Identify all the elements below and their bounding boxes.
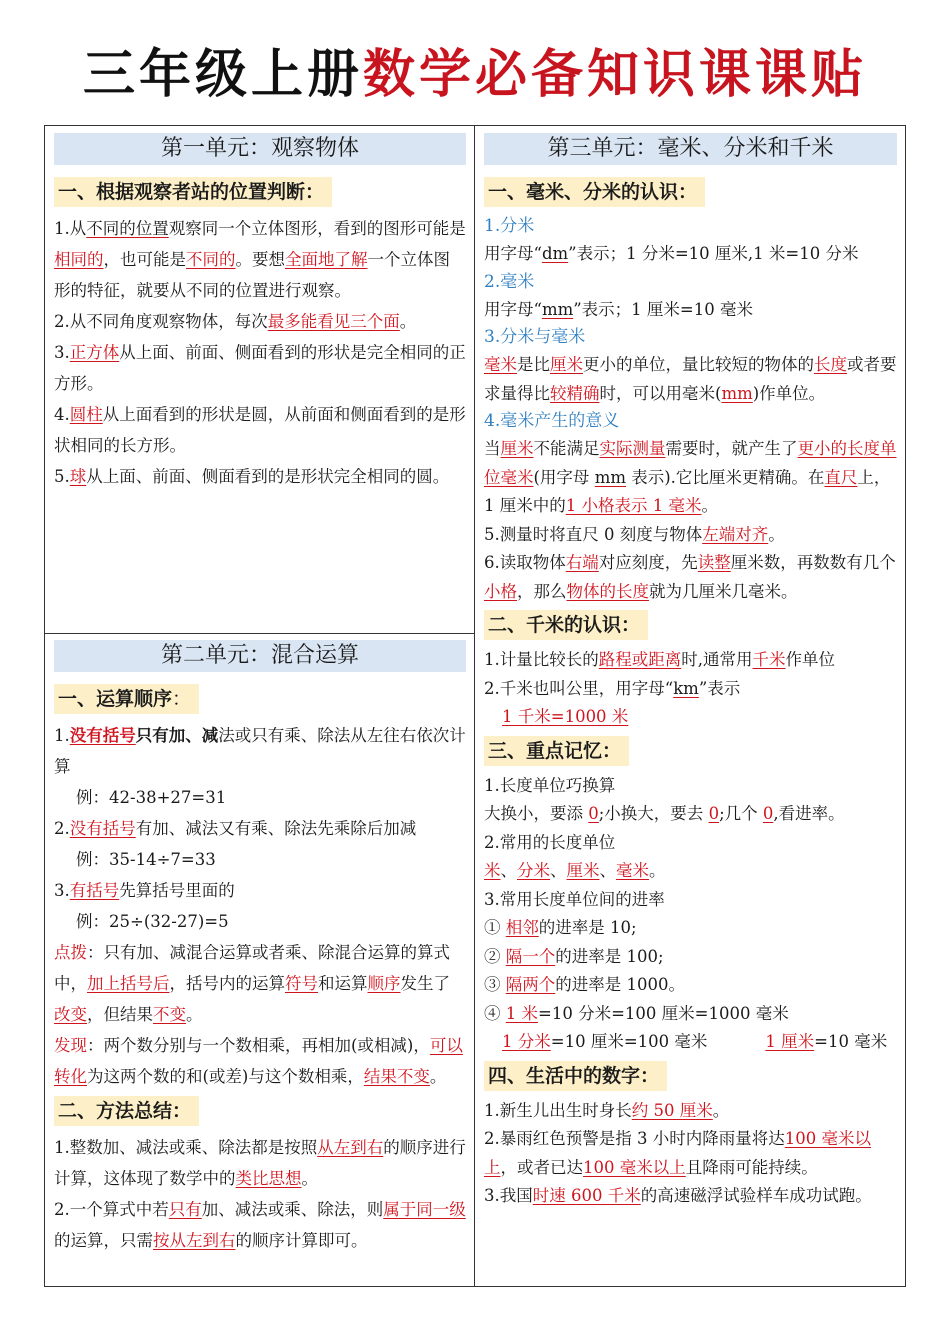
unit3-point-5: 5.测量时将直尺 0 刻度与物体左端对齐。: [484, 524, 785, 544]
unit2-heading: 第二单元：混合运算: [54, 640, 466, 672]
unit3-rate-4: ④ 1 米=10 分米=100 厘米=1000 毫米: [484, 1003, 789, 1023]
unit3-rate-2: ② 隔一个的进率是 100;: [484, 946, 664, 966]
unit3-memo-3: 3.常用长度单位间的进率: [484, 889, 665, 909]
unit3-heading: 第三单元：毫米、分米和千米: [484, 133, 897, 165]
unit3-km-3: 1 千米=1000 米: [502, 707, 629, 726]
unit1-point-2: 2.从不同角度观察物体，每次最多能看见三个面。: [54, 312, 417, 331]
title-red: 数学必备知识课课贴: [363, 45, 868, 105]
unit1-point-1: 1.从不同的位置观察同一个立体图形，看到的图形可能是相同的，也可能是不同的。要想全面地了解一个立体图形的特征，就要从不同的位置进行观察。: [54, 219, 466, 300]
unit2-method-2: 2.一个算式中若只有加、减法或乘、除法，则属于同一级的运算，只需按从左到右的顺序计算即可。: [54, 1200, 466, 1250]
row-divider: [44, 633, 475, 634]
unit3-section-3: 三、重点记忆：: [484, 736, 629, 766]
title-black: 三年级上册: [82, 45, 363, 105]
unit3-life-1: 1.新生儿出生时身长约 50 厘米。: [484, 1100, 730, 1120]
unit1-section: 一、根据观察者站的位置判断：: [54, 177, 332, 207]
unit2-example-1: 例：42-38+27=31: [76, 788, 227, 807]
unit3-mm-text: 用字母“mm”表示；1 厘米=10 毫米: [484, 299, 753, 319]
unit2-example-3: 例：25÷(32-27)=5: [76, 912, 229, 931]
unit3-km-2: 2.千米也叫公里，用字母“km”表示: [484, 678, 741, 698]
unit2-rule-3: 3.有括号先算括号里面的: [54, 881, 235, 900]
unit1-point-4: 4.圆柱从上面看到的形状是圆，从前面和侧面看到的是形状相同的长方形。: [54, 405, 466, 455]
unit3-section-1: 一、毫米、分米的认识：: [484, 177, 705, 207]
unit3-sub-dm: 1.分米: [484, 216, 535, 236]
unit3-life-3: 3.我国时速 600 千米的高速磁浮试验样车成功试跑。: [484, 1186, 872, 1205]
unit2-section-1: 一、运算顺序：: [54, 684, 199, 714]
unit3-panel: [484, 133, 897, 1211]
unit3-sub-mm: 2.毫米: [484, 271, 535, 292]
unit2-panel: [54, 640, 466, 1256]
unit3-section-4: 四、生活中的数字：: [484, 1061, 667, 1091]
column-divider: [474, 125, 475, 1287]
unit2-method-1: 1.整数加、减法或乘、除法都是按照从左到右的顺序进行计算，这体现了数学中的类比思想。: [54, 1138, 466, 1188]
unit3-dm-mm-text: 毫米是比厘米更小的单位，量比较短的物体的长度或者要求量得比较精确时，可以用毫米(mm)作单位。: [484, 355, 897, 403]
unit1-heading: 第一单元：观察物体: [54, 133, 466, 165]
unit3-rate-1: ① 相邻的进率是 10;: [484, 918, 637, 937]
unit3-memo-1: 1.长度单位巧换算: [484, 775, 616, 795]
unit3-sub-dm-mm: 3.分米与毫米: [484, 327, 586, 347]
unit1-point-3: 3.正方体从上面、前面、侧面看到的形状是完全相同的正方形。: [54, 343, 466, 393]
unit2-section-2: 二、方法总结：: [54, 1096, 199, 1126]
unit3-memo-1-text: 大换小，要添 0;小换大，要去 0;几个 0,看进率。: [484, 804, 845, 823]
unit1-point-5: 5.球从上面、前面、侧面看到的是形状完全相同的圆。: [54, 467, 450, 486]
unit3-rate-5: 1 分米=10 厘米=100 毫米 1 厘米=10 毫米: [502, 1032, 888, 1051]
unit3-section-2: 二、千米的认识：: [484, 610, 648, 640]
unit3-rate-3: ③ 隔两个的进率是 1000。: [484, 975, 685, 994]
unit2-example-2: 例：35-14÷7=33: [76, 850, 216, 869]
unit2-rule-2: 2.没有括号有加、减法又有乘、除法先乘除后加减: [54, 819, 417, 838]
page-title: [0, 40, 950, 110]
unit3-point-6: 6.读取物体右端对应刻度，先读整厘米数，再数数有几个小格，那么物体的长度就为几厘米几毫米。: [484, 553, 896, 601]
unit3-meaning-text: 当厘米不能满足实际测量需要时，就产生了更小的长度单位毫米(用字母 mm 表示).它比厘米更精确。在直尺上，1 厘米中的1 小格表示 1 毫米。: [484, 439, 897, 515]
unit3-km-1: 1.计量比较长的路程或距离时,通常用千米作单位: [484, 650, 835, 669]
unit3-memo-2: 2.常用的长度单位: [484, 832, 616, 852]
unit3-sub-meaning: 4.毫米产生的意义: [484, 411, 620, 431]
unit1-panel: [54, 133, 466, 492]
unit3-memo-2-text: 米、分米、厘米、毫米。: [484, 861, 666, 880]
unit2-rule-1: 1.没有括号只有加、减法或只有乘、除法从左往右依次计算: [54, 726, 466, 776]
unit2-finding: 发现：两个数分别与一个数相乘，再相加(或相减)，可以转化为这两个数的和(或差)与这个数相乘，结果不变。: [54, 1036, 463, 1086]
unit2-tip: 点拨：只有加、减混合运算或者乘、除混合运算的算式中，加上括号后，括号内的运算符号和运算顺序发生了改变，但结果不变。: [54, 943, 450, 1024]
unit3-life-2: 2.暴雨红色预警是指 3 小时内降雨量将达100 毫米以上，或者已达100 毫米以上且降雨可能持续。: [484, 1129, 871, 1177]
unit3-dm-text: 用字母“dm”表示；1 分米=10 厘米,1 米=10 分米: [484, 244, 859, 263]
